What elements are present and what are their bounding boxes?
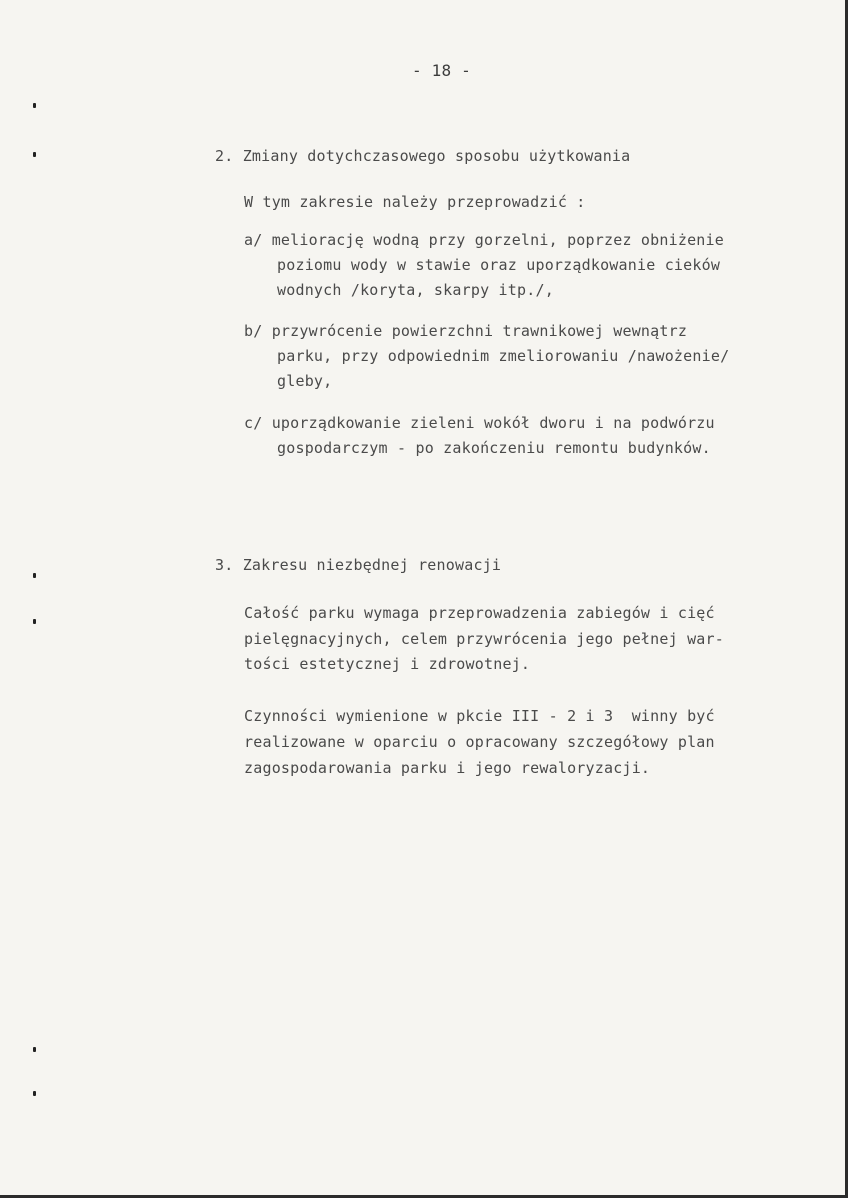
scan-mark	[33, 619, 36, 624]
item-a-line-1: a/ meliorację wodną przy gorzelni, poprzez obniżenie	[244, 231, 724, 249]
scan-mark	[33, 103, 36, 108]
para1-line-1: Całość parku wymaga przeprowadzenia zabiegów i cięć	[244, 604, 715, 622]
section-2-intro: W tym zakresie należy przeprowadzić :	[244, 193, 586, 211]
item-a-line-3: wodnych /koryta, skarpy itp./,	[277, 281, 554, 299]
scan-mark	[33, 573, 36, 578]
para1-line-2: pielęgnacyjnych, celem przywrócenia jego pełnej war-	[244, 630, 724, 648]
item-c-line-1: c/ uporządkowanie zieleni wokół dworu i na podwórzu	[244, 414, 715, 432]
para2-line-1: Czynności wymienione w pkcie III - 2 i 3 winny być	[244, 707, 715, 725]
item-b-line-2: parku, przy odpowiednim zmeliorowaniu /nawożenie/	[277, 347, 730, 365]
para2-line-2: realizowane w oparciu o opracowany szczegółowy plan	[244, 733, 715, 751]
page-number: - 18 -	[412, 61, 471, 80]
para2-line-3: zagospodarowania parku i jego rewaloryzacji.	[244, 759, 651, 777]
item-b-line-3: gleby,	[277, 372, 333, 390]
item-c-line-2: gospodarczym - po zakończeniu remontu budynków.	[277, 439, 711, 457]
item-b-line-1: b/ przywrócenie powierzchni trawnikowej wewnątrz	[244, 322, 688, 340]
scan-mark	[33, 1091, 36, 1096]
scan-mark	[33, 1047, 36, 1052]
scan-mark	[33, 152, 36, 157]
section-2-heading: 2. Zmiany dotychczasowego sposobu użytkowania	[215, 147, 631, 165]
item-a-line-2: poziomu wody w stawie oraz uporządkowanie cieków	[277, 256, 721, 274]
para1-line-3: tości estetycznej i zdrowotnej.	[244, 655, 531, 673]
section-3-heading: 3. Zakresu niezbędnej renowacji	[215, 556, 502, 574]
